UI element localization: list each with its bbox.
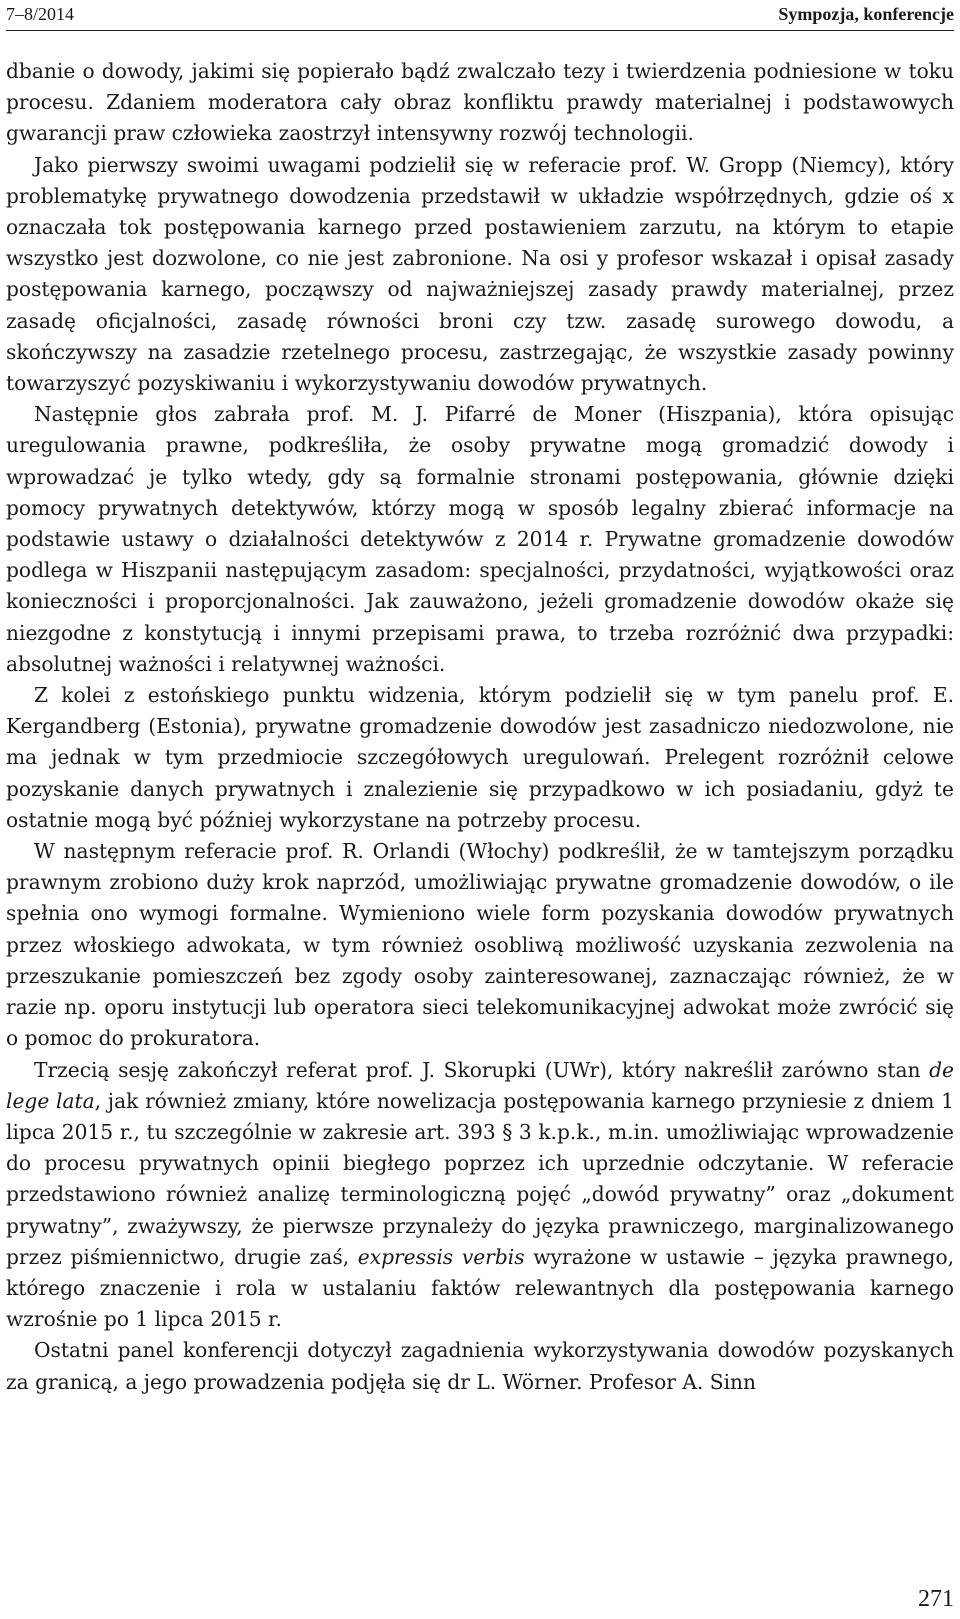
page-number: 271: [918, 1586, 954, 1612]
paragraph: [6, 56, 954, 150]
paragraph: [6, 399, 954, 680]
text-segment: Jako pierwszy swoimi uwagami podzielił się w referacie prof. W. Gropp (Niemcy), który problematykę prywatnego dowodzenia przedstawił w układzie współrzędnych, gdzie oś x oznaczała tok postępowania karnego przed postawieniem zarzutu, na którym to etapie wszystko jest dozwolone, co nie jest zabronione. Na osi y profesor wskazał i opisał zasady postępowania karnego, począwszy od najważniejszej zasady prawdy materialnej, przez zasadę oficjalności, zasadę równości broni czy tzw. zasadę surowego dowodu, a skończywszy na zasadzie rzetelnego procesu, zastrzegając, że wszystkie zasady powinny towarzyszyć pozyskiwaniu i wykorzystywaniu dowodów prywatnych.: [6, 152, 954, 396]
paragraph: [6, 1335, 954, 1397]
paragraph: [6, 1055, 954, 1336]
paragraph: [6, 836, 954, 1054]
issue-number: 7–8/2014: [6, 4, 75, 24]
text-segment: Ostatni panel konferencji dotyczył zagadnienia wykorzystywania dowodów pozyskanych za granicą, a jego prowadzenia podjęła się dr L. Wörner. Profesor A. Sinn: [6, 1338, 954, 1394]
paragraph: [6, 150, 954, 400]
text-segment: Następnie głos zabrała prof. M. J. Pifarré de Moner (Hiszpania), która opisując uregulowania prawne, podkreśliła, że osoby prywatne mogą gromadzić dowody i wprowadzać je tylko wtedy, gdy są formalnie stronami postępowania, głównie dzięki pomocy prywatnych detektywów, którzy mogą w sposób legalny zbierać informacje na podstawie ustawy o działalności detektywów z 2014 r. Prywatne gromadzenie dowodów podlega w Hiszpanii następującym zasadom: specjalności, przydatności, wyjątkowości oraz konieczności i proporcjonalności. Jak zauważono, jeżeli gromadzenie dowodów okaże się niezgodne z konstytucją i innymi przepisami prawa, to trzeba rozróżnić dwa przypadki: absolutnej ważności i relatywnej ważności.: [6, 402, 954, 676]
italic-term: de lege lata: [6, 1057, 954, 1113]
text-segment: , jak również zmiany, które nowelizacja postępowania karnego przyniesie z dniem 1 lipca 2015 r., tu szczególnie w zakresie art. 393 § 3 k.p.k., m.in. umożliwiając wprowadzenie do procesu prywatnych opinii biegłego poprzez ich uprzednie odczytanie. W referacie przedstawiono również analizę terminologiczną pojęć „dowód prywatny” oraz „dokument prywatny”, zważywszy, że pierwsze przynależy do języka prawniczego, marginalizowanego przez piśmiennictwo, drugie zaś,: [6, 1088, 954, 1269]
page-header: [6, 4, 954, 31]
text-segment: Trzecią sesję zakończył referat prof. J. Skorupki (UWr), który nakreślił zarówno stan: [34, 1057, 930, 1082]
text-segment: dbanie o dowody, jakimi się popierało bądź zwalczało tezy i twierdzenia podniesione w toku procesu. Zdaniem moderatora cały obraz konfliktu prawdy materialnej i podstawowych gwarancji praw człowieka zaostrzył intensywny rozwój technologii.: [6, 59, 954, 146]
paragraph: [6, 680, 954, 836]
italic-term: expressis verbis: [357, 1244, 525, 1269]
article-body: [6, 56, 954, 1398]
text-segment: W następnym referacie prof. R. Orlandi (Włochy) podkreślił, że w tamtejszym porządku prawnym zrobiono duży krok naprzód, umożliwiając prywatne gromadzenie dowodów, o ile spełnia ono wymogi formalne. Wymieniono wiele form pozyskania dowodów prywatnych przez włoskiego adwokata, w tym również osobliwą możliwość uzyskania zezwolenia na przeszukanie pomieszczeń bez zgody osoby zainteresowanej, zaznaczając również, że w razie np. oporu instytucji lub operatora sieci telekomunikacyjnej adwokat może zwrócić się o pomoc do prokuratora.: [6, 839, 954, 1051]
text-segment: wyrażone w ustawie – języka prawnego, którego znaczenie i rola w ustalaniu faktów relewantnych dla postępowania karnego wzrośnie po 1 lipca 2015 r.: [6, 1244, 955, 1332]
text-segment: Z kolei z estońskiego punktu widzenia, którym podzielił się w tym panelu prof. E. Kergandberg (Estonia), prywatne gromadzenie dowodów jest zasadniczo niedozwolone, nie ma jednak w tym przedmiocie szczegółowych uregulowań. Prelegent rozróżnił celowe pozyskanie danych prywatnych i znalezienie się przypadkowo w ich posiadaniu, gdyż te ostatnie mogą być później wykorzystane na potrzeby procesu.: [6, 683, 954, 832]
section-title: Sympozja, konferencje: [778, 4, 954, 24]
